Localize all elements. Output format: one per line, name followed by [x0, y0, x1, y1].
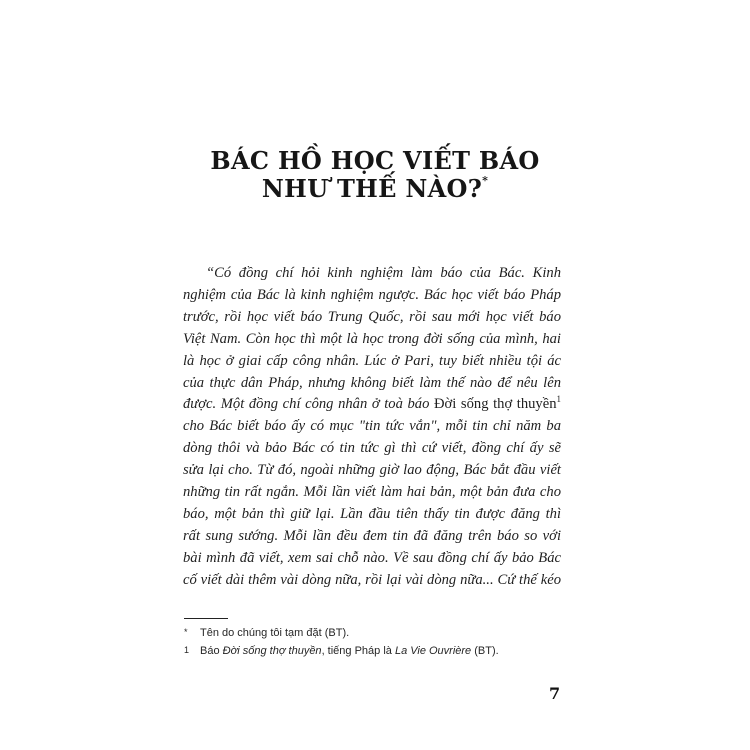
- newspaper-name: Đời sống thợ thuyền: [434, 396, 557, 413]
- text-line: cho Bác biết báo ấy có mục "tin tức vắn", mỗi tin chỉ năm ba: [183, 418, 561, 435]
- footnote-title: [184, 627, 584, 639]
- footnote-divider: [184, 618, 228, 619]
- text-line: cố viết dài thêm vài dòng nữa, rồi lại vài dòng nữa... Cứ thế kéo: [183, 571, 561, 588]
- text-line: là học ở giai cấp công nhân. Lúc ở Pari, tuy biết nhiều tội ác: [183, 352, 561, 369]
- chapter-title-line-2: NHƯ THẾ NÀO?*: [261, 174, 489, 203]
- text-line: rất sung sướng. Mỗi lần đều đem tin đã đăng trên báo so với: [183, 527, 561, 544]
- text-line: bài mình đã viết, xem sai chỗ nào. Về sau đồng chí ấy bảo Bác: [183, 549, 561, 566]
- title-footnote-marker: *: [482, 174, 489, 187]
- text-line: báo, một bản thì giữ lại. Lần đầu tiên thấy tin được đăng thì: [183, 505, 561, 522]
- footnote-text-pre: Báo: [200, 645, 223, 657]
- body-paragraph: [183, 263, 561, 592]
- text-line: sửa lại cho. Từ đó, ngoài những giờ lao động, Bác bắt đầu viết: [183, 462, 561, 479]
- footnote-reference: 1: [556, 394, 561, 405]
- text-line: nghiệm của Bác là kinh nghiệm ngược. Bác học viết báo Pháp: [183, 286, 561, 303]
- footnote-newspaper: [184, 645, 584, 657]
- footnote-marker: 1: [184, 645, 190, 655]
- chapter-title-line-1: BÁC HỒ HỌC VIẾT BÁO: [210, 146, 540, 175]
- footnote-text: Tên do chúng tôi tạm đặt (BT).: [200, 627, 350, 639]
- footnote-marker: *: [184, 627, 188, 637]
- text-line: Việt Nam. Còn học thì một là học trong đời sống của mình, hai: [183, 330, 561, 347]
- text-line: “Có đồng chí hỏi kinh nghiệm làm báo của Bác. Kinh: [206, 265, 561, 281]
- text-line: những tin rất ngắn. Mỗi lần viết làm hai bản, một bản đưa cho: [183, 484, 561, 501]
- footnote-newspaper-vn: Đời sống thợ thuyền: [222, 645, 322, 657]
- footnote-text-mid: , tiếng Pháp là: [321, 645, 395, 657]
- text-line: của thực dân Pháp, nhưng không biết làm thế nào để nêu lên: [183, 374, 561, 391]
- page-number: 7: [549, 684, 561, 703]
- text-line: trước, rồi học viết báo Trung Quốc, rồi sau mới học viết báo: [183, 308, 561, 325]
- text-line: dòng thôi và bảo Bác có tin tức gì thì cứ viết, đồng chí ấy sẽ: [183, 440, 561, 457]
- footnote-text-post: (BT).: [471, 645, 499, 657]
- footnote-newspaper-fr: La Vie Ouvrière: [394, 645, 472, 657]
- text-line: được. Một đồng chí công nhân ở toà báo Đời sống thợ thuyền$^1$: [183, 394, 561, 413]
